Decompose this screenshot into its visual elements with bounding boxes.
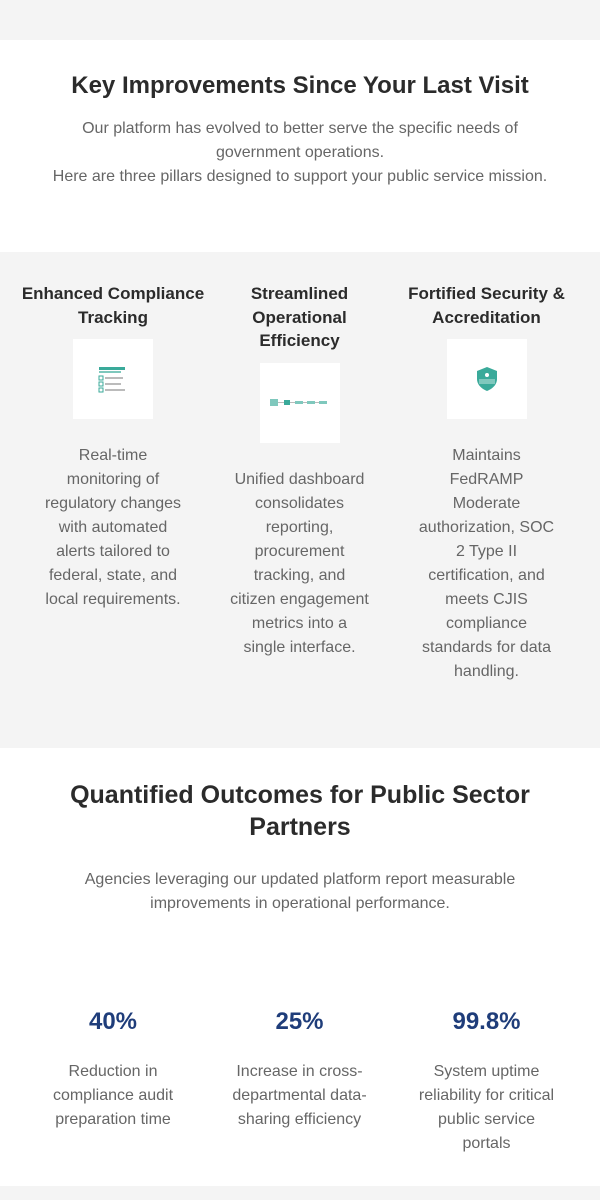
stat-label: System uptime reliability for critical public service portals — [418, 1063, 555, 1152]
stat-card — [20, 1006, 206, 1156]
pillar-description: Real-time monitoring of regulatory changes with automated alerts tailored to federal, state, and local requirements. — [44, 447, 182, 608]
stat-label: Increase in cross-departmental data-sharing efficiency — [232, 1063, 367, 1128]
stat-card — [206, 1006, 393, 1156]
outcomes-section — [0, 748, 600, 1186]
intro-subtitle-line: Here are three pillars designed to support your public service mission. — [52, 168, 548, 185]
pillar-title: Streamlined Operational Efficiency — [250, 284, 349, 350]
pillar-security — [393, 282, 580, 748]
stat-value: 40% — [88, 1008, 138, 1035]
stats-row — [0, 1006, 600, 1156]
top-spacer — [0, 0, 600, 40]
pillar-efficiency — [206, 282, 393, 748]
stat-label: Reduction in compliance audit preparation time — [52, 1063, 174, 1128]
pillar-description: Maintains FedRAMP Moderate authorization, SOC 2 Type II certification, and meets CJIS compliance standards for data handling. — [418, 447, 555, 680]
intro-section — [0, 40, 600, 252]
bottom-spacer — [0, 1186, 600, 1200]
intro-title: Key Improvements Since Your Last Visit — [71, 72, 529, 99]
pillar-title: Fortified Security & Accreditation — [408, 284, 565, 327]
pillar-compliance — [20, 282, 206, 748]
workflow-diagram-icon — [260, 363, 340, 443]
compliance-document-icon — [73, 339, 153, 419]
intro-subtitle-line: government operations. — [215, 144, 385, 161]
stat-card — [393, 1006, 580, 1156]
stat-value: 25% — [275, 1008, 324, 1035]
outcomes-title: Quantified Outcomes for Public Sector Partners — [70, 781, 530, 841]
outcomes-subtitle: Agencies leveraging our updated platform report measurable improvements in operational performance. — [84, 871, 516, 912]
security-shield-icon — [447, 339, 527, 419]
intro-subtitle-line: Our platform has evolved to better serve the specific needs of — [82, 120, 518, 137]
stat-value: 99.8% — [452, 1008, 521, 1035]
pillars-section — [0, 252, 600, 748]
intro-subtitle — [0, 117, 600, 189]
pillar-description: Unified dashboard consolidates reporting, procurement tracking, and citizen engagement metrics into a single interface. — [230, 470, 369, 656]
pillar-title: Enhanced Compliance Tracking — [21, 284, 205, 327]
